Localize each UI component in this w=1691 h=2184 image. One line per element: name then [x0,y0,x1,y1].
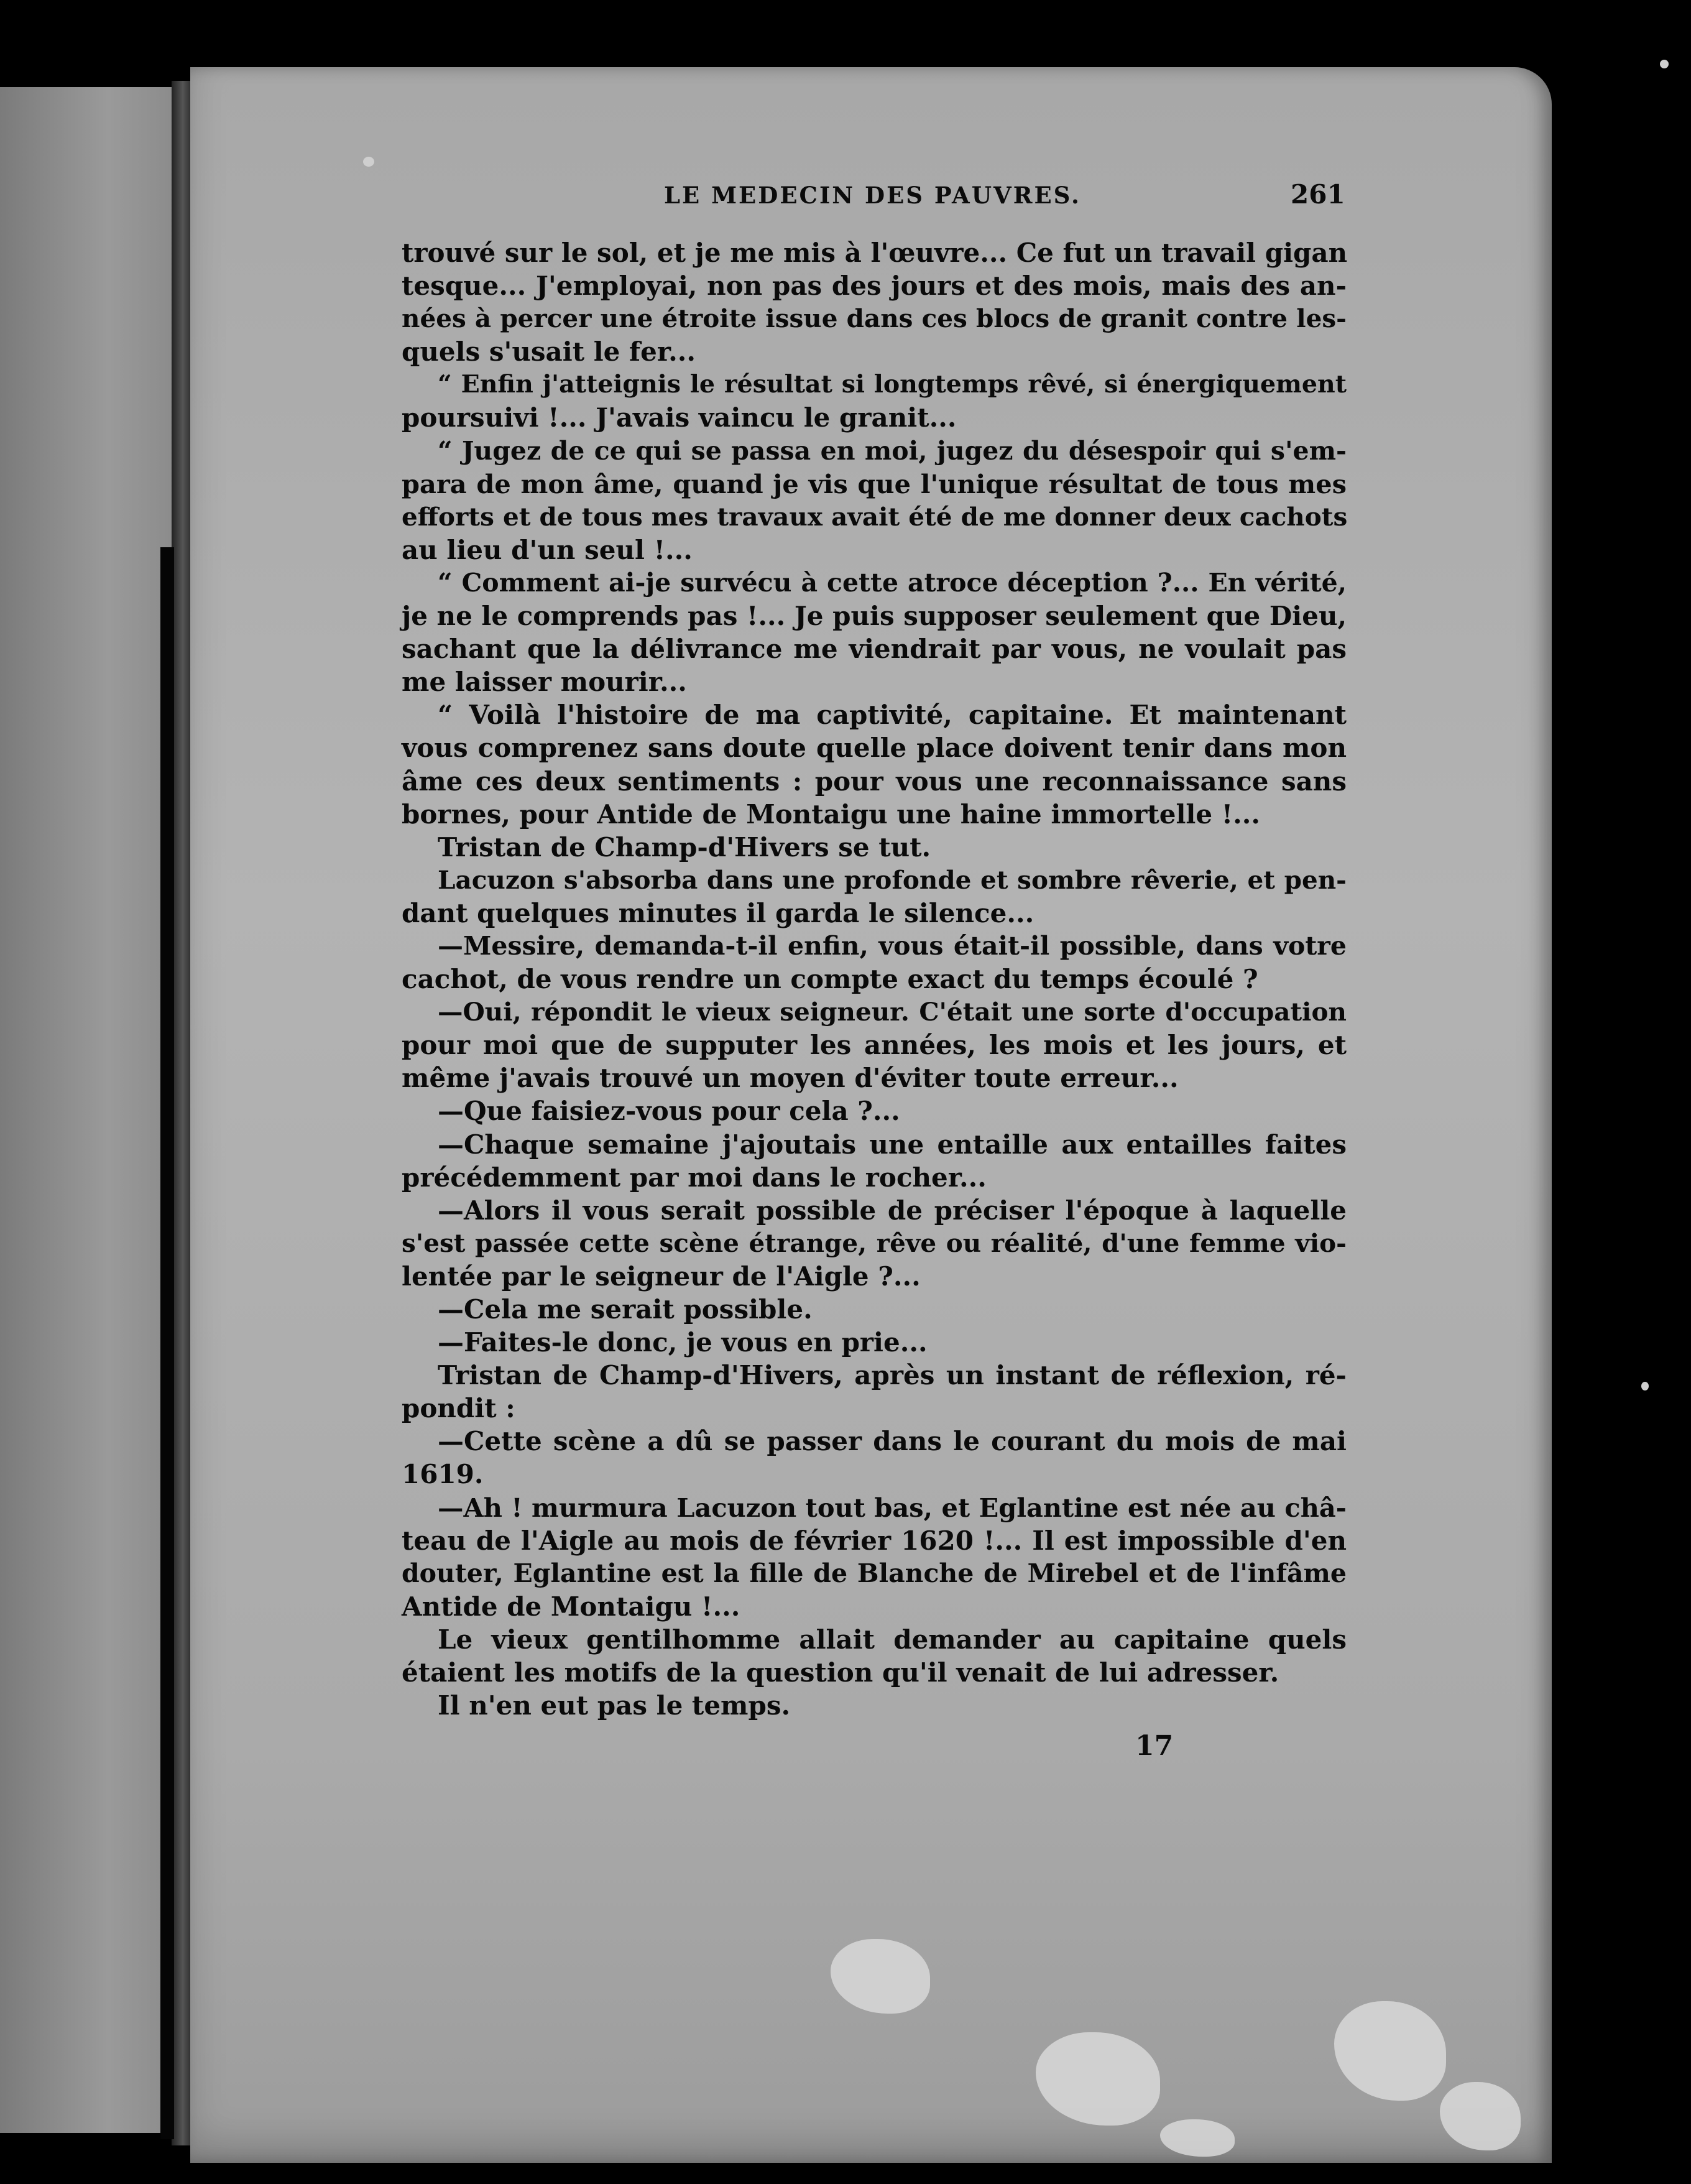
text-line: pour moi que de supputer les années, les mois et les jours, et [402,1030,1347,1061]
text-line: Il n'en eut pas le temps. [438,1690,791,1721]
text-line: —Ah ! murmura Lacuzon tout bas, et Eglantine est née au châ- [438,1492,1347,1523]
text-line: para de mon âme, quand je vis que l'unique résultat de tous mes [402,468,1347,499]
text-line: trouvé sur le sol, et je me mis à l'œuvre... Ce fut un travail gigan [402,238,1348,268]
text-line: même j'avais trouvé un moyen d'éviter toute erreur... [402,1063,1179,1094]
text-line: “ Voilà l'histoire de ma captivité, capitaine. Et maintenant [438,700,1347,731]
text-line: —Messire, demanda-t-il enfin, vous était-il possible, dans votre [438,930,1347,961]
text-line: âme ces deux sentiments : pour vous une reconnaissance sans [402,766,1347,797]
text-line: “ Comment ai-je survécu à cette atroce déception ?... En vérité, [438,567,1347,598]
text-line: —Cette scène a dû se passer dans le courant du mois de mai [438,1426,1347,1457]
margin-speck [1660,60,1669,68]
page-stain [1334,2001,1446,2101]
text-line: “ Jugez de ce qui se passa en moi, jugez du désespoir qui s'em- [438,435,1347,466]
left-page-edge [0,87,180,2133]
text-line: efforts et de tous mes travaux avait été de me donner deux cachots [402,501,1348,532]
text-line: —Oui, répondit le vieux seigneur. C'était une sorte d'occupation [438,997,1347,1027]
text-line: étaient les motifs de la question qu'il venait de lui adresser. [402,1657,1279,1688]
text-line: Antide de Montaigu !... [402,1591,740,1622]
text-line: Tristan de Champ-d'Hivers, après un instant de réflexion, ré- [438,1360,1347,1391]
text-line: —Cela me serait possible. [438,1294,813,1325]
text-line: —Chaque semaine j'ajoutais une entaille aux entailles faites [438,1129,1347,1160]
text-line: dant quelques minutes il garda le silence... [402,897,1034,928]
text-line: pondit : [402,1393,515,1424]
signature-mark: 17 [1135,1730,1174,1762]
binding-line [160,547,174,2139]
page-stain [1440,2082,1521,2150]
page-stain [1036,2032,1160,2126]
text-line: au lieu d'un seul !... [402,534,693,565]
text-line: cachot, de vous rendre un compte exact du temps écoulé ? [402,964,1258,995]
text-line: quels s'usait le fer... [402,336,696,368]
page-stain [831,1939,930,2014]
margin-speck [363,157,374,167]
text-line: 1619. [402,1459,484,1490]
text-line: je ne le comprends pas !... Je puis supposer seulement que Dieu, [402,601,1347,632]
text-line: nées à percer une étroite issue dans ces blocs de granit contre les- [402,303,1347,334]
body-text [402,236,1347,1722]
text-line: bornes, pour Antide de Montaigu une haine immortelle !... [402,798,1261,830]
text-line: —Alors il vous serait possible de préciser l'époque à laquelle [438,1195,1347,1226]
text-line: Tristan de Champ-d'Hivers se tut. [438,831,931,863]
text-line: sachant que la délivrance me viendrait par vous, ne voulait pas [402,634,1347,665]
text-line: —Faites-le donc, je vous en prie... [438,1327,928,1358]
text-line: Lacuzon s'absorba dans une profonde et sombre rêverie, et pen- [438,864,1347,895]
text-line: lentée par le seigneur de l'Aigle ?... [402,1261,921,1292]
margin-speck [1641,1382,1649,1390]
text-line: précédemment par moi dans le rocher... [402,1162,987,1193]
text-line: s'est passée cette scène étrange, rêve ou réalité, d'une femme vio- [402,1228,1347,1258]
text-line: douter, Eglantine est la fille de Blanche de Mirebel et de l'infâme [402,1558,1347,1588]
text-line: me laisser mourir... [402,667,687,698]
text-line: vous comprenez sans doute quelle place doivent tenir dans mon [402,733,1347,764]
page-number: 261 [1291,179,1345,210]
text-line: “ Enfin j'atteignis le résultat si longtemps rêvé, si énergiquement [438,370,1347,399]
text-line: teau de l'Aigle au mois de février 1620 !... Il est impossible d'en [402,1525,1347,1556]
running-head: LE MEDECIN DES PAUVRES. [664,182,1081,209]
text-line: Le vieux gentilhomme allait demander au capitaine quels [438,1624,1347,1655]
text-line: —Que faisiez-vous pour cela ?... [438,1096,900,1127]
text-line: poursuivi !... J'avais vaincu le granit... [402,402,957,433]
page-stain [1160,2119,1235,2157]
text-line: tesque... J'employai, non pas des jours et des mois, mais des an- [402,271,1347,302]
